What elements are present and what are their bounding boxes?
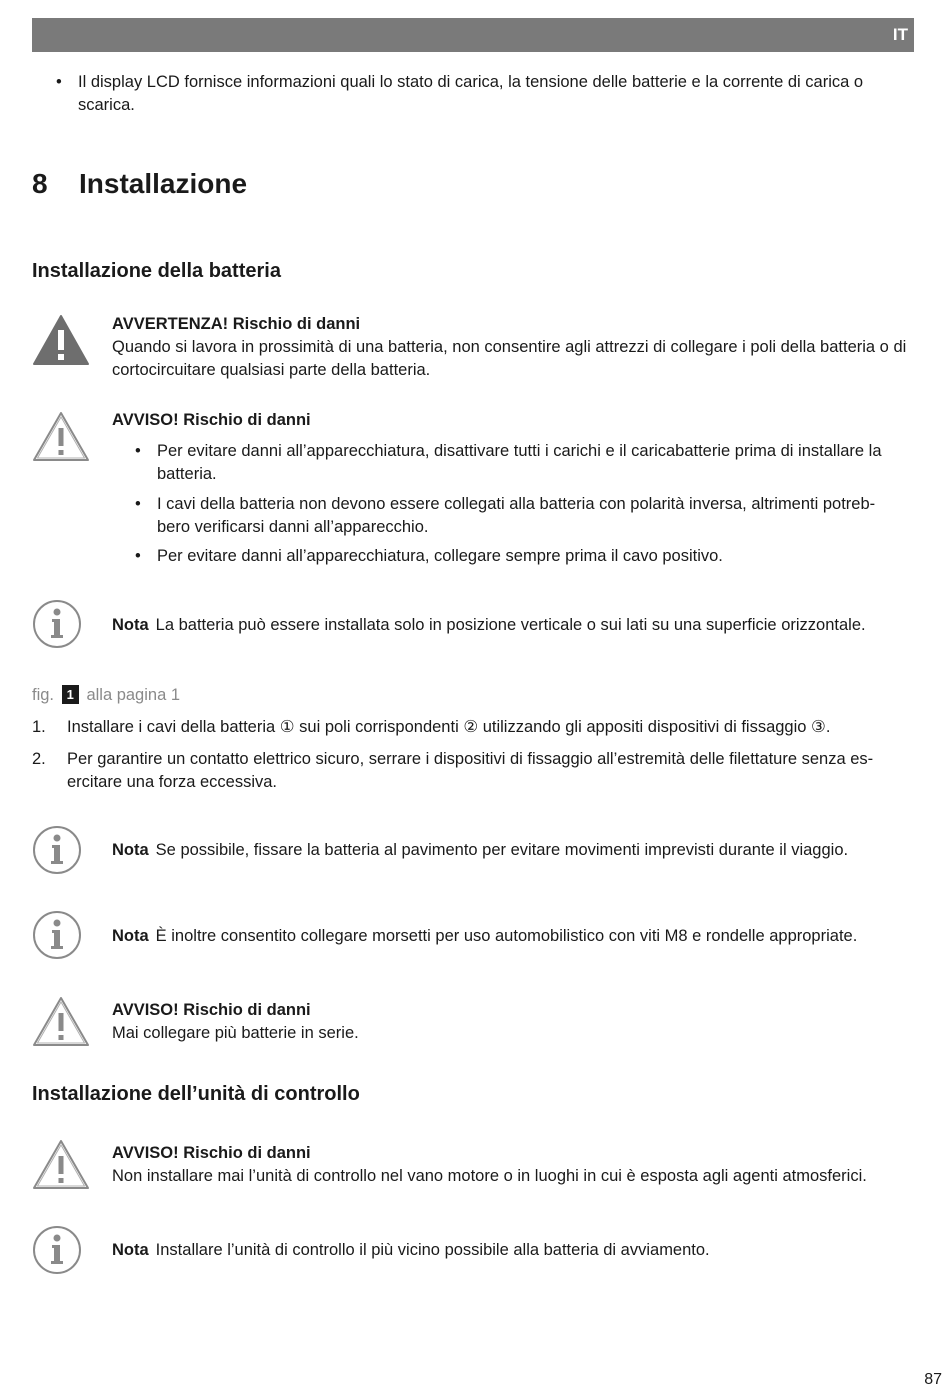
chapter-heading xyxy=(32,166,247,202)
notice-bullet xyxy=(135,545,907,568)
note-text: Se possibile, fissare la batteria al pavimento per evitare movimenti imprevisti durante il viaggio. xyxy=(155,841,849,859)
bullet-dot: • xyxy=(135,547,141,565)
info-icon xyxy=(32,1225,82,1275)
note-text: È inoltre consentito collegare morsetti per uso automobilistico con viti M8 e rondelle appropriate. xyxy=(155,927,858,945)
notice-block-3 xyxy=(112,1142,912,1188)
note-text: Installare l’unità di controllo il più vicino possibile alla batteria di avviamento. xyxy=(155,1241,710,1259)
step-item xyxy=(32,716,912,739)
notice-bullet-text: Per evitare danni all’apparecchiatura, disattivare tutti i carichi e il caricabatterie prima di installare la batteria. xyxy=(157,442,882,483)
step-number: 2. xyxy=(32,750,46,768)
notice-bullet-text: Per evitare danni all’apparecchiatura, collegare sempre prima il cavo positivo. xyxy=(157,547,723,565)
note-label: Nota xyxy=(112,927,149,945)
notice-title: AVVISO! Rischio di danni xyxy=(112,1144,311,1162)
note-label: Nota xyxy=(112,841,149,859)
section-heading-control-unit: Installazione dell’unità di controllo xyxy=(32,1083,360,1105)
chapter-title: Installazione xyxy=(79,168,248,199)
intro-bullet-text: Il display LCD fornisce informazioni quali lo stato di carica, la tensione delle batterie e la corrente di carica o scarica. xyxy=(78,73,864,114)
info-icon xyxy=(32,599,82,649)
section-heading-battery: Installazione della batteria xyxy=(32,260,281,282)
warning-title: AVVERTENZA! Rischio di danni xyxy=(112,315,361,333)
notice-block-1 xyxy=(112,409,912,432)
note-block-4 xyxy=(112,1239,912,1262)
notice-block-2 xyxy=(112,999,912,1045)
warning-outline-icon xyxy=(32,410,90,462)
bullet-dot: • xyxy=(56,73,62,91)
notice-title: AVVISO! Rischio di danni xyxy=(112,1001,311,1019)
chapter-number: 8 xyxy=(32,168,48,199)
info-icon xyxy=(32,825,82,875)
language-code: IT xyxy=(892,25,908,44)
figure-prefix: fig. xyxy=(32,686,55,704)
note-text: La batteria può essere installata solo in posizione verticale o sui lati su una superficie orizzontale. xyxy=(155,616,866,634)
header-bar xyxy=(32,18,914,52)
warning-filled-icon xyxy=(32,314,90,366)
figure-suffix: alla pagina 1 xyxy=(86,686,181,704)
bullet-dot: • xyxy=(135,495,141,513)
step-text: Per garantire un contatto elettrico sicuro, serrare i dispositivi di fissaggio all’estremità delle filettature senza es- ercitare una forza eccessiva. xyxy=(67,750,874,791)
note-block-2 xyxy=(112,839,912,862)
step-number: 1. xyxy=(32,718,46,736)
notice-bullet xyxy=(135,440,907,486)
warning-block xyxy=(112,313,912,382)
warning-outline-icon xyxy=(32,1138,90,1190)
warning-outline-icon xyxy=(32,995,90,1047)
notice-text: Non installare mai l’unità di controllo nel vano motore o in luoghi in cui è esposta agli agenti atmosferici. xyxy=(112,1167,867,1185)
notice-bullet-text: I cavi della batteria non devono essere collegati alla batteria con polarità inversa, altrimenti potreb- bero verificarsi danni all’apparecchio. xyxy=(157,495,876,536)
step-text: Installare i cavi della batteria ① sui poli corrispondenti ② utilizzando gli appositi dispositivi di fissaggio ③. xyxy=(67,718,831,736)
page-number: 87 xyxy=(924,1371,942,1388)
notice-title: AVVISO! Rischio di danni xyxy=(112,411,311,429)
intro-bullet xyxy=(56,71,906,117)
notice-text: Mai collegare più batterie in serie. xyxy=(112,1024,359,1042)
note-label: Nota xyxy=(112,1241,149,1259)
note-block-3 xyxy=(112,925,912,948)
figure-reference xyxy=(32,684,180,707)
info-icon xyxy=(32,910,82,960)
note-block-1 xyxy=(112,614,912,637)
note-label: Nota xyxy=(112,616,149,634)
bullet-dot: • xyxy=(135,442,141,460)
step-item xyxy=(32,748,912,794)
notice-bullet xyxy=(135,493,907,539)
figure-number-badge: 1 xyxy=(62,685,79,704)
warning-text: Quando si lavora in prossimità di una batteria, non consentire agli attrezzi di collegare i poli della batteria o di cortocircuitare qualsiasi parte della batteria. xyxy=(112,338,907,379)
